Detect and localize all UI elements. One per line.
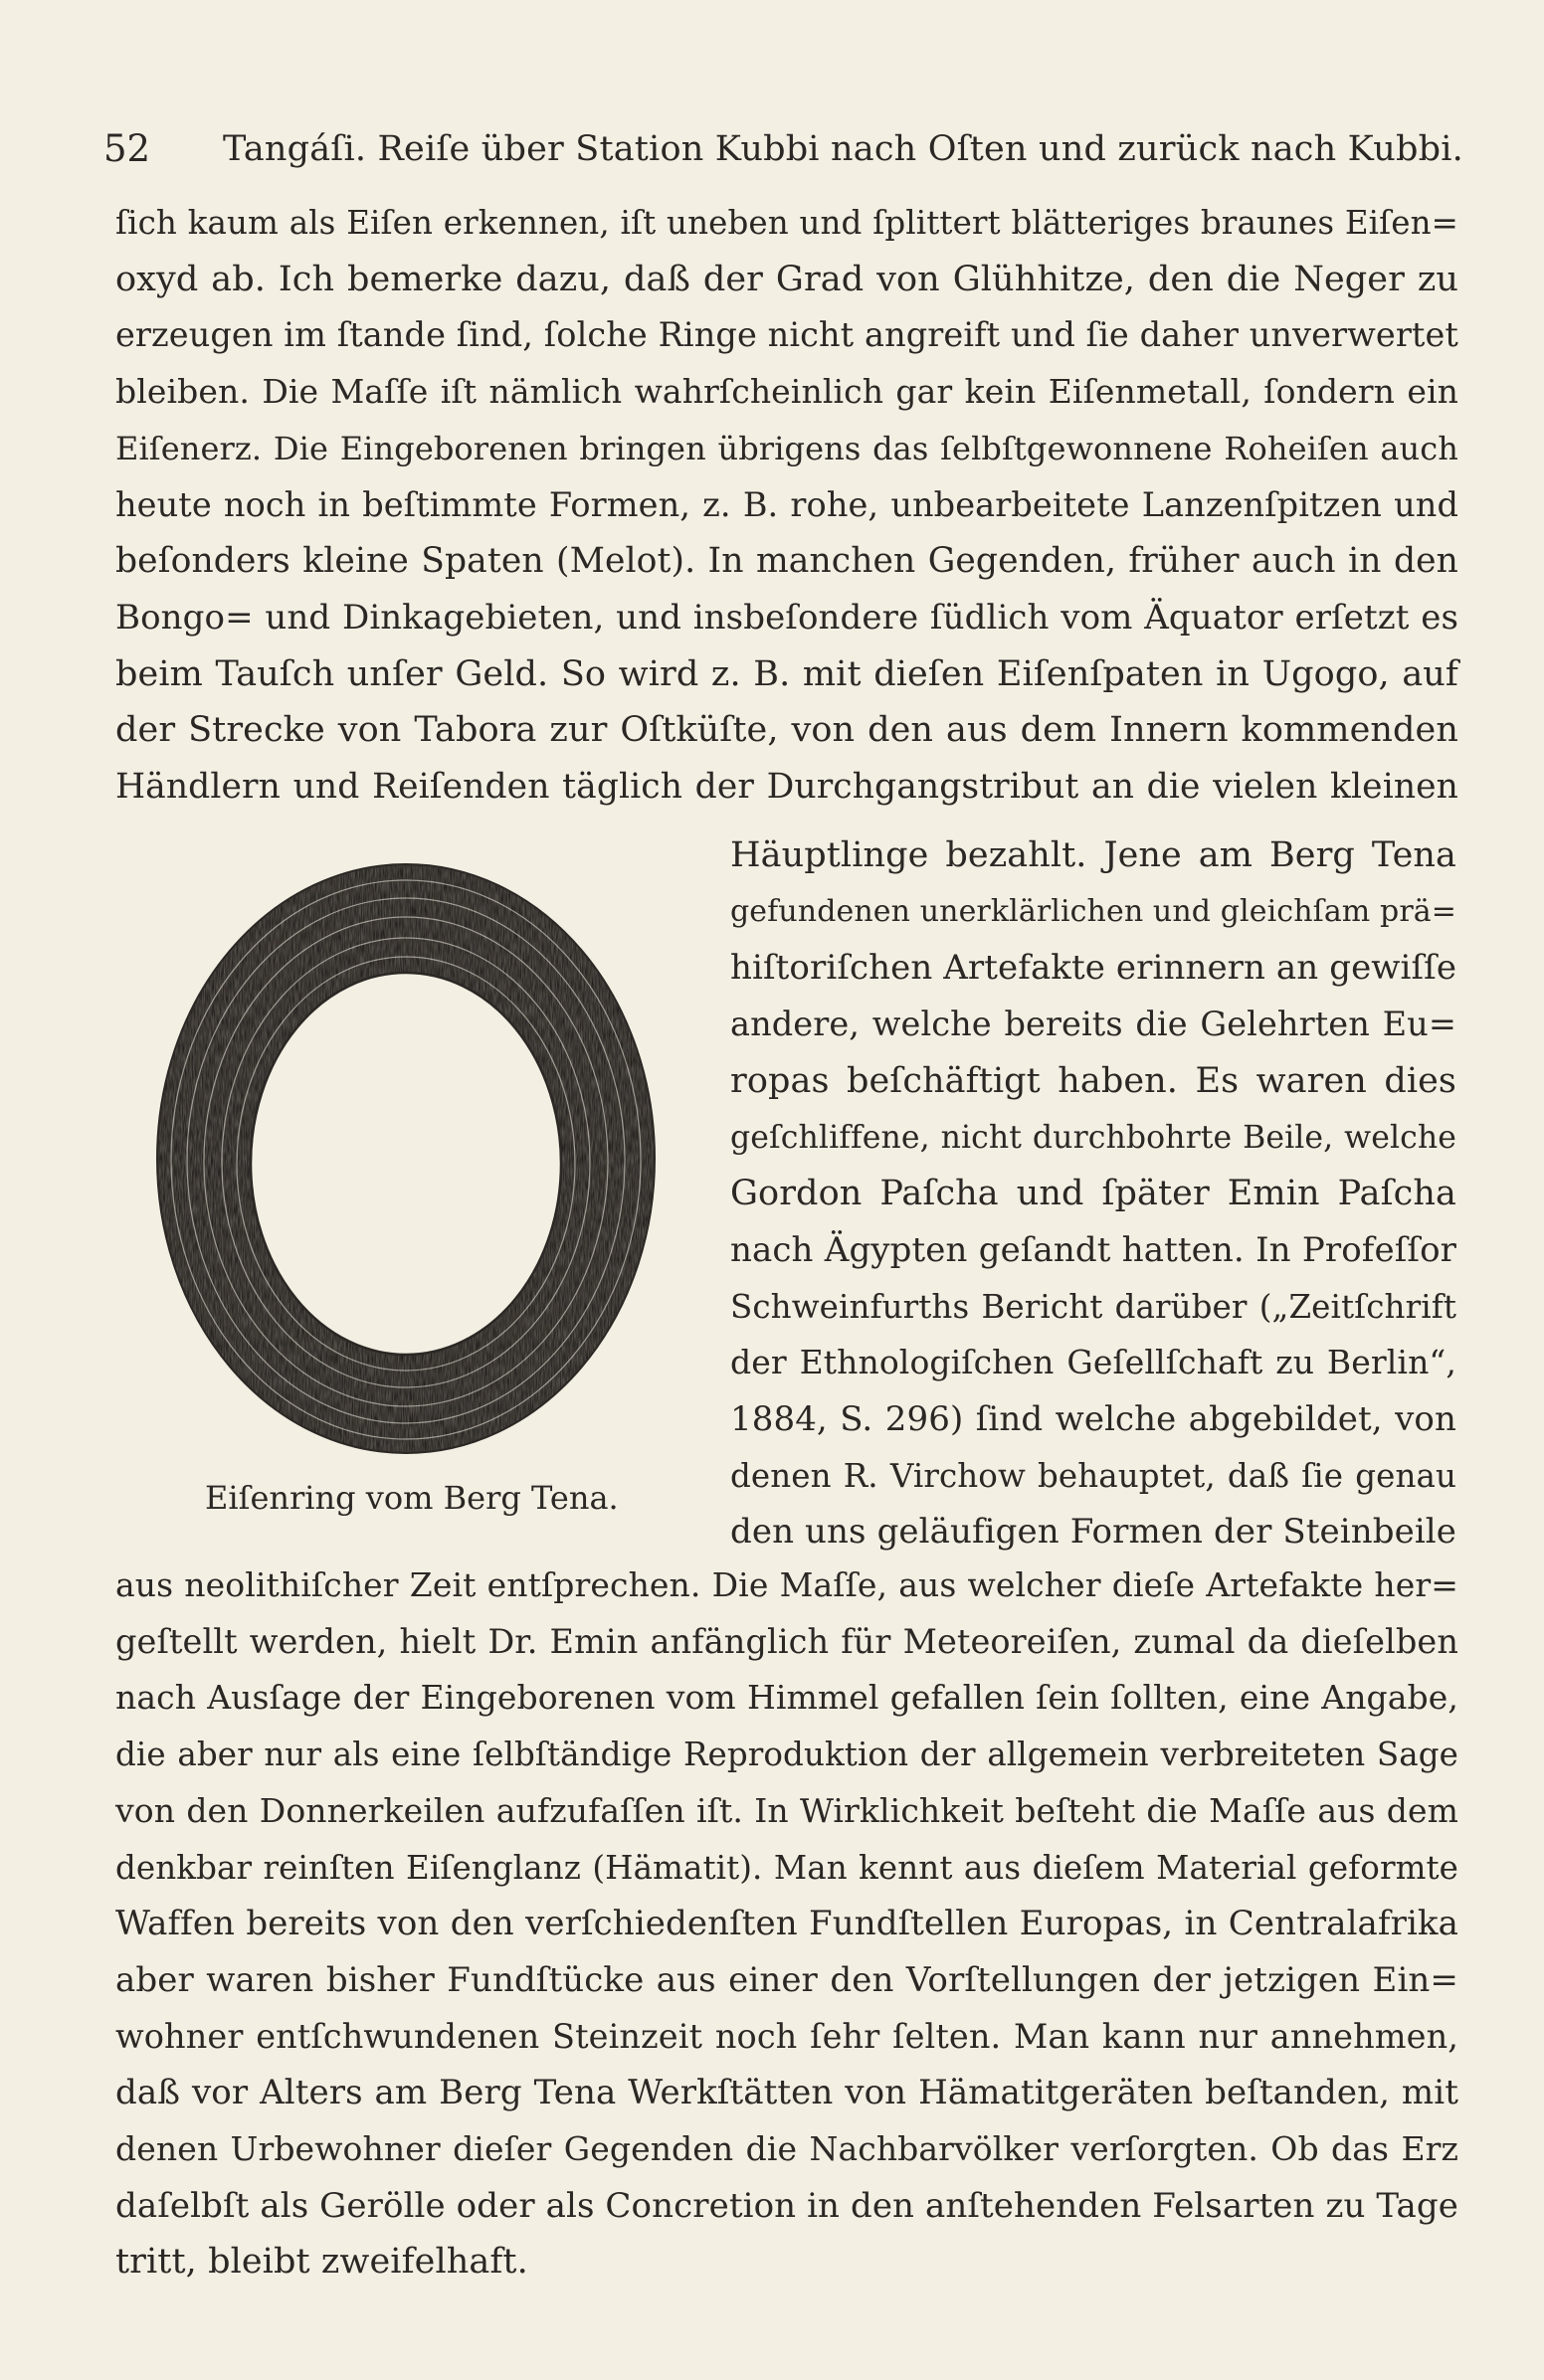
text-line: denen R. Virchow behauptet, daß ſie genau (730, 1456, 1456, 1495)
text-line: geſchliffene, nicht durchbohrte Beile, welche (730, 1119, 1456, 1156)
text-line: Schweinfurths Bericht darüber („Zeitſchrift (730, 1287, 1456, 1326)
text-line: nach Ausſage der Eingeborenen vom Himmel gefallen ſein ſollten, eine Angabe, (115, 1678, 1458, 1718)
text-line: ſich kaum als Eiſen erkennen, iſt uneben und ſplittert blätteriges braunes Eiſen= (115, 204, 1458, 242)
iron-ring-drawing (149, 855, 667, 1472)
figure-caption: Eiſenring vom Berg Tena. (205, 1479, 619, 1517)
text-line: von den Donnerkeilen aufzufaſſen iſt. In Wirklichkeit beſteht die Maſſe aus dem (115, 1790, 1458, 1830)
text-line: daß vor Alters am Berg Tena Werkſtätten von Hämatitgeräten beſtanden, mit (115, 2073, 1458, 2113)
text-line: Eiſenerz. Die Eingeborenen bringen übrigens das ſelbſtgewonnene Roheiſen auch (115, 429, 1458, 467)
text-line: beim Tauſch unſer Geld. So wird z. B. mit dieſen Eiſenſpaten in Ugogo, auf (115, 653, 1458, 694)
paragraph-top (115, 195, 1458, 816)
text-line: Gordon Paſcha und ſpäter Emin Paſcha (730, 1174, 1456, 1214)
text-line: erzeugen im ſtande ſind, ſolche Ringe nicht angreift und ſie daher unverwertet (115, 315, 1458, 355)
text-line: geſtellt werden, hielt Dr. Emin anfänglich für Meteoreiſen, zumal da dieſelben (115, 1621, 1458, 1661)
text-line: Waffen bereits von den verſchiedenſten Fundſtellen Europas, in Centralafrika (115, 1904, 1458, 1944)
text-line: nach Ägypten geſandt hatten. In Profeſſor (730, 1229, 1456, 1270)
text-line: der Strecke von Tabora zur Oſtküſte, von den aus dem Innern kommenden (115, 710, 1458, 751)
text-line: gefundenen unerklärlichen und gleichſam prä= (730, 893, 1456, 929)
text-line: der Ethnologiſchen Geſellſchaft zu Berlin“, (730, 1343, 1456, 1382)
text-line: ropas beſchäftigt haben. Es waren dies (730, 1060, 1456, 1101)
text-line: oxyd ab. Ich bemerke dazu, daß der Grad von Glühhitze, den die Neger zu (115, 259, 1458, 299)
text-line: wohner entſchwundenen Steinzeit noch ſehr ſelten. Man kann nur annehmen, (115, 2016, 1458, 2056)
text-line: denen Urbewohner dieſer Gegenden die Nachbarvölker verſorgten. Ob das Erz (115, 2129, 1458, 2169)
text-line: Bongo= und Dinkagebieten, und insbeſondere ſüdlich vom Äquator erſetzt es (115, 597, 1458, 638)
paragraph-bottom (115, 1557, 1458, 2290)
text-line: denkbar reinſten Eiſenglanz (Hämatit). Man kennt aus dieſem Material geformte (115, 1848, 1458, 1887)
text-line: beſonders kleine Spaten (Melot). In manchen Gegenden, früher auch in den (115, 541, 1458, 582)
text-line: Händlern und Reiſenden täglich der Durchgangstribut an die vielen kleinen (115, 767, 1458, 808)
text-line: andere, welche bereits die Gelehrten Eu= (730, 1005, 1456, 1044)
text-line: heute noch in beſtimmte Formen, z. B. rohe, unbearbeitete Lanzenſpitzen und (115, 484, 1458, 524)
page-header (103, 119, 1463, 179)
text-line: tritt, bleibt zweifelhaft. (115, 2242, 528, 2283)
text-line: 1884, S. 296) ſind welche abgebildet, von (730, 1399, 1456, 1440)
text-line: hiſtoriſchen Artefakte erinnern an gewiſſe (730, 948, 1457, 989)
text-line: bleiben. Die Maſſe iſt nämlich wahrſcheinlich gar kein Eiſenmetall, ſondern ein (115, 372, 1458, 412)
text-line: Häuptlinge bezahlt. Jene am Berg Tena (730, 835, 1456, 875)
text-line: daſelbſt als Gerölle oder als Concretion in den anſtehenden Felsarten zu Tage (115, 2185, 1458, 2226)
running-title: Tangáſi. Reiſe über Station Kubbi nach Oſten und zurück nach Kubbi. (223, 129, 1463, 169)
text-line: aus neolithiſcher Zeit entſprechen. Die Maſſe, aus welcher dieſe Artefakte her= (115, 1565, 1458, 1604)
text-line: die aber nur als eine ſelbſtändige Reproduktion der allgemein verbreiteten Sage (115, 1736, 1458, 1774)
paragraph-beside-figure (730, 827, 1456, 1560)
text-line: aber waren bisher Fundſtücke aus einer den Vorſtellungen der jetzigen Ein= (115, 1959, 1458, 2000)
iron-ring-illustration (149, 855, 667, 1472)
text-line: den uns geläufigen Formen der Steinbeile (730, 1512, 1456, 1553)
page-number: 52 (103, 127, 151, 170)
